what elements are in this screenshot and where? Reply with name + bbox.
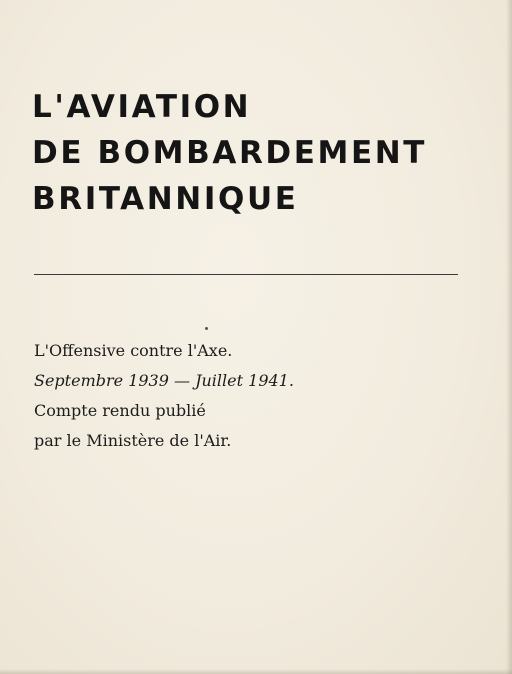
subtitle-line-4: par le Ministère de l'Air. bbox=[34, 431, 232, 450]
subtitle-line-3: Compte rendu publié bbox=[34, 401, 206, 420]
subtitle-block bbox=[34, 336, 454, 456]
page-edge-bottom bbox=[0, 669, 512, 674]
subtitle-line-1: L'Offensive contre l'Axe. bbox=[34, 341, 233, 360]
title-line-3: BRITANNIQUE bbox=[32, 181, 299, 217]
horizontal-rule bbox=[34, 274, 458, 275]
title-block bbox=[32, 84, 472, 222]
subtitle-line-dates: Septembre 1939 — Juillet 1941. bbox=[34, 371, 294, 390]
title-line-2: DE BOMBARDEMENT bbox=[32, 135, 428, 171]
page-edge-right bbox=[506, 0, 512, 674]
title-line-1: L'AVIATION bbox=[32, 89, 252, 125]
ink-speck bbox=[205, 327, 208, 330]
